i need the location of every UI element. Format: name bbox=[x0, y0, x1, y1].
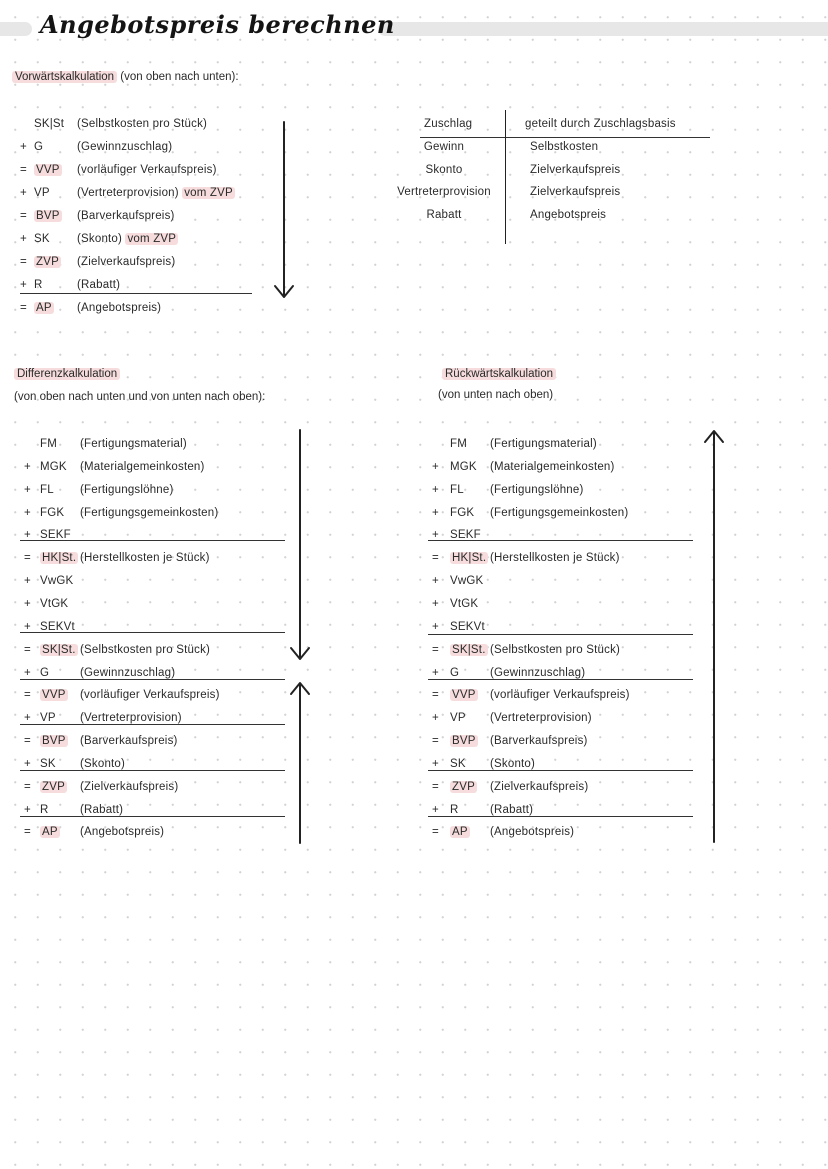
item-abbreviation: VtGK bbox=[40, 597, 69, 610]
operator-symbol: + bbox=[24, 506, 31, 519]
item-description-text: (Barverkaufspreis) bbox=[490, 735, 588, 748]
item-description-text: (Fertigungsmaterial) bbox=[490, 438, 597, 450]
down-arrow-icon bbox=[272, 120, 298, 302]
item-description-text: (vorläufiger Verkaufspreis) bbox=[80, 689, 220, 702]
item-description bbox=[490, 644, 620, 656]
item-description bbox=[80, 552, 210, 564]
operator-symbol: + bbox=[432, 506, 439, 519]
basis-header: geteilt durch Zuschlagsbasis bbox=[525, 118, 676, 130]
item-description-text: (Rabatt) bbox=[77, 279, 121, 291]
item-description-text: (Angebotspreis) bbox=[80, 826, 165, 839]
vorwaerts-heading: Vorwärtskalkulation bbox=[12, 71, 117, 83]
operator-symbol: + bbox=[432, 666, 439, 679]
operator-symbol: = bbox=[20, 302, 27, 314]
item-description bbox=[490, 461, 615, 473]
up-arrow-icon bbox=[702, 428, 728, 846]
operator-symbol: + bbox=[24, 757, 31, 770]
operator-symbol: + bbox=[20, 141, 27, 153]
item-description-text: (Fertigungsgemeinkosten) bbox=[80, 506, 219, 519]
rueckwaerts-line-sekf bbox=[428, 540, 693, 541]
operator-symbol: = bbox=[24, 780, 31, 793]
differenz-line-g bbox=[20, 679, 285, 680]
item-description bbox=[80, 644, 210, 656]
operator-symbol: + bbox=[432, 712, 439, 725]
item-description-text: (vorläufiger Verkaufspreis) bbox=[490, 689, 630, 702]
item-abbreviation: R bbox=[40, 803, 49, 816]
item-abbreviation: MGK bbox=[40, 460, 67, 473]
item-description-text: (Skonto) bbox=[77, 233, 123, 245]
basis-cell: Selbstkosten bbox=[530, 141, 599, 153]
item-description-text: (Zielverkaufspreis) bbox=[80, 780, 179, 793]
item-abbreviation: SK|St bbox=[34, 118, 65, 130]
operator-symbol: + bbox=[20, 233, 27, 245]
operator-symbol: + bbox=[432, 483, 439, 496]
operator-symbol: = bbox=[24, 689, 31, 702]
item-description-text: (Materialgemeinkosten) bbox=[80, 460, 205, 473]
item-abbreviation: G bbox=[40, 666, 50, 679]
item-description bbox=[80, 438, 187, 450]
item-abbreviation: SEKF bbox=[40, 529, 71, 542]
item-abbreviation: SK|St. bbox=[42, 643, 76, 656]
item-description bbox=[80, 507, 218, 519]
item-abbreviation: VVP bbox=[36, 164, 60, 176]
operator-symbol: = bbox=[24, 735, 31, 748]
item-description bbox=[77, 210, 175, 222]
vorwaerts-heading-line bbox=[12, 71, 239, 83]
basis-cell: Zielverkaufspreis bbox=[530, 163, 621, 176]
item-description bbox=[80, 781, 178, 793]
item-abbreviation: MGK bbox=[450, 460, 477, 473]
item-abbreviation: VVP bbox=[42, 689, 66, 702]
item-description bbox=[490, 484, 584, 496]
operator-symbol: + bbox=[24, 575, 31, 588]
item-abbreviation: SEKVt bbox=[40, 620, 75, 633]
item-description bbox=[490, 804, 533, 816]
item-abbreviation: FL bbox=[450, 483, 464, 496]
item-description-text: (Rabatt) bbox=[490, 803, 534, 816]
item-description bbox=[77, 187, 235, 199]
zuschlag-cell: Skonto bbox=[425, 163, 463, 176]
item-abbreviation: SK bbox=[450, 757, 466, 770]
item-description-text: (Fertigungslöhne) bbox=[490, 483, 584, 496]
item-abbreviation: SEKVt bbox=[450, 620, 485, 633]
item-description bbox=[80, 826, 164, 838]
differenz-line-vp bbox=[20, 724, 285, 725]
item-description bbox=[80, 712, 182, 724]
rueckwaerts-line-sekvt bbox=[428, 634, 693, 635]
item-description-text: (Angebotspreis) bbox=[490, 826, 575, 839]
zuschlag-cell: Vertreterprovision bbox=[397, 186, 491, 198]
item-description bbox=[490, 689, 630, 701]
operator-symbol: + bbox=[24, 483, 31, 496]
item-abbreviation: SK bbox=[34, 233, 50, 245]
zuschlag-cell: Gewinn bbox=[423, 141, 465, 153]
item-description bbox=[80, 461, 205, 473]
basis-cell: Zielverkaufspreis bbox=[530, 186, 621, 198]
vorwaerts-sum-line bbox=[20, 293, 252, 294]
item-abbreviation: HK|St. bbox=[452, 552, 487, 565]
item-description bbox=[80, 804, 123, 816]
operator-symbol: = bbox=[20, 210, 27, 222]
item-abbreviation: VP bbox=[34, 187, 50, 199]
item-description bbox=[490, 438, 597, 450]
item-abbreviation: HK|St. bbox=[42, 552, 77, 565]
item-abbreviation: FM bbox=[450, 438, 468, 450]
operator-symbol: + bbox=[432, 460, 439, 473]
item-abbreviation: SK bbox=[40, 757, 56, 770]
item-description-text: (Skonto) bbox=[80, 757, 126, 770]
item-description-text: (Fertigungsgemeinkosten) bbox=[490, 506, 629, 519]
operator-symbol: + bbox=[20, 279, 27, 291]
item-description-text: (Rabatt) bbox=[80, 803, 124, 816]
item-abbreviation: VP bbox=[40, 712, 56, 725]
item-description bbox=[490, 507, 628, 519]
item-description-text: (Selbstkosten pro Stück) bbox=[490, 643, 621, 656]
operator-symbol: = bbox=[432, 735, 439, 748]
differenz-line-sekf bbox=[20, 540, 285, 541]
differenz-line-sk bbox=[20, 770, 285, 771]
item-description bbox=[490, 552, 620, 564]
item-description bbox=[80, 689, 220, 701]
title-banner-right bbox=[378, 22, 828, 36]
item-description-text: (Gewinnzuschlag) bbox=[80, 666, 176, 679]
operator-symbol: + bbox=[432, 597, 439, 610]
item-description-text: (Selbstkosten pro Stück) bbox=[80, 643, 211, 656]
zuschlag-divider bbox=[505, 110, 506, 244]
item-description-text: (Gewinnzuschlag) bbox=[490, 666, 586, 679]
item-abbreviation: VP bbox=[450, 712, 466, 725]
item-description-note: vom ZVP bbox=[184, 187, 233, 199]
page-title: Angebotspreis berechnen bbox=[40, 10, 395, 39]
item-abbreviation: SK|St. bbox=[452, 643, 486, 656]
rueckwaerts-subheading: (von unten nach oben) bbox=[438, 389, 554, 401]
operator-symbol: + bbox=[20, 187, 27, 199]
item-abbreviation: VwGK bbox=[40, 575, 74, 588]
rueckwaerts-line-r bbox=[428, 816, 693, 817]
rueckwaerts-heading: Rückwärtskalkulation bbox=[442, 368, 556, 380]
operator-symbol: = bbox=[432, 643, 439, 656]
item-abbreviation: AP bbox=[36, 302, 52, 314]
operator-symbol: = bbox=[432, 552, 439, 565]
operator-symbol: + bbox=[24, 529, 31, 542]
item-abbreviation: FM bbox=[40, 438, 58, 450]
operator-symbol: = bbox=[432, 780, 439, 793]
item-abbreviation: ZVP bbox=[36, 256, 59, 268]
item-description-text: (Zielverkaufspreis) bbox=[490, 780, 589, 793]
operator-symbol: + bbox=[24, 460, 31, 473]
item-abbreviation: VtGK bbox=[450, 597, 479, 610]
down-arrow-icon bbox=[288, 428, 314, 664]
item-abbreviation: FGK bbox=[40, 506, 65, 519]
item-abbreviation: AP bbox=[42, 826, 58, 839]
item-description bbox=[490, 781, 588, 793]
operator-symbol: + bbox=[24, 803, 31, 816]
item-description bbox=[490, 712, 592, 724]
item-description-text: (Barverkaufspreis) bbox=[77, 210, 175, 222]
differenz-line-sekvt bbox=[20, 632, 285, 633]
rueckwaerts-heading-line bbox=[442, 368, 556, 380]
item-abbreviation: BVP bbox=[36, 210, 60, 222]
item-description bbox=[80, 758, 125, 770]
item-abbreviation: AP bbox=[452, 826, 468, 839]
zuschlag-header-line bbox=[420, 137, 710, 138]
operator-symbol: + bbox=[432, 757, 439, 770]
item-abbreviation: BVP bbox=[42, 735, 66, 748]
item-abbreviation: R bbox=[450, 803, 459, 816]
operator-symbol: = bbox=[20, 164, 27, 176]
operator-symbol: = bbox=[20, 256, 27, 268]
item-description bbox=[77, 118, 207, 130]
item-abbreviation: G bbox=[450, 666, 460, 679]
operator-symbol: + bbox=[432, 803, 439, 816]
basis-cell: Angebotspreis bbox=[530, 208, 607, 221]
item-description bbox=[77, 233, 178, 245]
differenz-subheading: (von oben nach unten und von unten nach oben): bbox=[14, 391, 266, 403]
operator-symbol: + bbox=[432, 529, 439, 542]
operator-symbol: = bbox=[24, 826, 31, 839]
item-description bbox=[490, 735, 588, 747]
differenz-line-r bbox=[20, 816, 285, 817]
differenz-heading-line bbox=[14, 368, 120, 380]
operator-symbol: + bbox=[24, 620, 31, 633]
item-abbreviation: SEKF bbox=[450, 529, 481, 542]
item-description-text: (Herstellkosten je Stück) bbox=[490, 552, 620, 565]
up-arrow-icon bbox=[288, 680, 314, 848]
item-description-text: (Angebotspreis) bbox=[77, 302, 162, 314]
title-banner-left bbox=[0, 22, 32, 36]
item-description bbox=[77, 141, 172, 153]
rueckwaerts-line-sk bbox=[428, 770, 693, 771]
operator-symbol: + bbox=[432, 620, 439, 633]
differenz-heading: Differenzkalkulation bbox=[14, 368, 120, 380]
item-description bbox=[490, 826, 574, 838]
item-description-text: (vorläufiger Verkaufspreis) bbox=[77, 164, 217, 176]
operator-symbol: = bbox=[24, 643, 31, 656]
item-description-text: (Vertreterprovision) bbox=[490, 712, 592, 725]
item-description-text: (Fertigungslöhne) bbox=[80, 483, 174, 496]
item-description bbox=[77, 256, 175, 268]
item-description bbox=[80, 735, 178, 747]
item-abbreviation: R bbox=[34, 279, 43, 291]
item-description-text: (Materialgemeinkosten) bbox=[490, 460, 615, 473]
operator-symbol: + bbox=[24, 666, 31, 679]
operator-symbol: = bbox=[432, 826, 439, 839]
item-description-text: (Gewinnzuschlag) bbox=[77, 141, 173, 153]
vorwaerts-subheading: (von oben nach unten): bbox=[120, 71, 239, 83]
operator-symbol: = bbox=[24, 552, 31, 565]
item-abbreviation: VwGK bbox=[450, 575, 484, 588]
item-description bbox=[490, 667, 585, 679]
item-description-text: (Herstellkosten je Stück) bbox=[80, 552, 210, 565]
item-abbreviation: ZVP bbox=[42, 780, 65, 793]
operator-symbol: + bbox=[24, 712, 31, 725]
operator-symbol: + bbox=[432, 575, 439, 588]
item-description-text: (Skonto) bbox=[490, 757, 536, 770]
item-description-text: (Barverkaufspreis) bbox=[80, 735, 178, 748]
item-abbreviation: ZVP bbox=[452, 780, 475, 793]
item-description bbox=[80, 484, 174, 496]
rueckwaerts-line-g bbox=[428, 679, 693, 680]
item-abbreviation: FGK bbox=[450, 506, 475, 519]
item-abbreviation: FL bbox=[40, 483, 54, 496]
item-abbreviation: G bbox=[34, 141, 44, 153]
zuschlag-cell: Rabatt bbox=[426, 208, 462, 221]
item-description-text: (Fertigungsmaterial) bbox=[80, 438, 187, 450]
item-description-text: (Vertreterprovision) bbox=[77, 187, 179, 199]
item-description-text: (Vertreterprovision) bbox=[80, 712, 182, 725]
item-description bbox=[490, 758, 535, 770]
item-description bbox=[77, 164, 217, 176]
item-description bbox=[77, 302, 161, 314]
item-description bbox=[77, 279, 120, 291]
operator-symbol: = bbox=[432, 689, 439, 702]
item-description-text: (Selbstkosten pro Stück) bbox=[77, 118, 208, 130]
item-abbreviation: VVP bbox=[452, 689, 476, 702]
item-description-text: (Zielverkaufspreis) bbox=[77, 256, 176, 268]
zuschlag-header: Zuschlag bbox=[424, 118, 473, 130]
operator-symbol: + bbox=[24, 597, 31, 610]
item-abbreviation: BVP bbox=[452, 735, 476, 748]
item-description bbox=[80, 667, 175, 679]
item-description-note: vom ZVP bbox=[127, 233, 177, 245]
